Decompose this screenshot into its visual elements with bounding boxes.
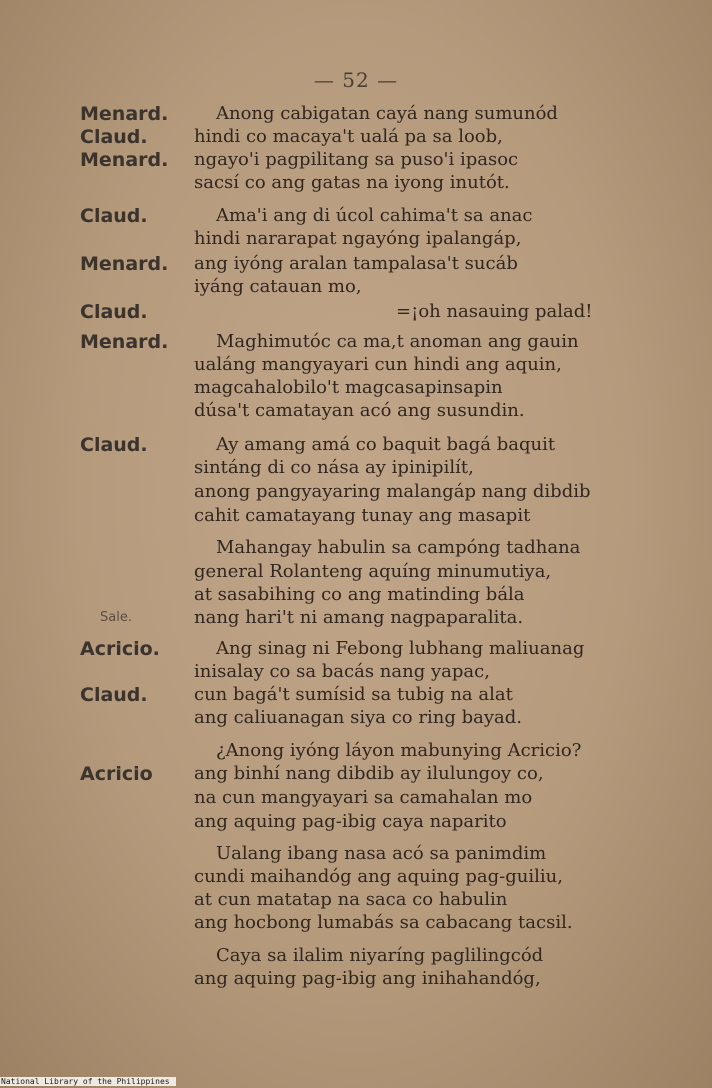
verse-line: Anong cabigatan cayá nang sumunód	[216, 103, 558, 124]
verse-line: ualáng mangyayari cun hindi ang aquin,	[194, 354, 562, 375]
verse-line: dúsa't camatayan acó ang susundin.	[194, 400, 525, 421]
speaker-label: Claud.	[80, 301, 148, 323]
verse-line: ang iyóng aralan tampalasa't sucáb	[194, 253, 518, 274]
speaker-label: Claud.	[80, 684, 148, 706]
speaker-label: Acricio.	[80, 638, 160, 660]
verse-line: iyáng catauan mo,	[194, 276, 362, 297]
verse-line: at cun matatap na saca co habulin	[194, 889, 508, 910]
verse-line: na cun mangyayari sa camahalan mo	[194, 787, 533, 808]
verse-line: ang binhí nang dibdib ay ilulungoy co,	[194, 763, 544, 784]
verse-line: ang caliuanagan siya co ring bayad.	[194, 707, 522, 728]
verse-line: Ama'i ang di úcol cahima't sa anac	[216, 205, 533, 226]
verse-line: sacsí co ang gatas na iyong inutót.	[194, 172, 510, 193]
speaker-label: Menard.	[80, 149, 169, 171]
verse-line: at sasabihing co ang matinding bála	[194, 584, 525, 605]
verse-line: ngayo'i pagpilitang sa puso'i ipasoc	[194, 149, 519, 170]
verse-line: Maghimutóc ca ma,t anoman ang gauin	[216, 331, 579, 352]
verse-line: sintáng di co nása ay ipinipilít,	[194, 457, 474, 478]
verse-line: ¿Anong iyóng láyon mabunying Acricio?	[216, 740, 582, 761]
speaker-label: Claud.	[80, 434, 148, 456]
verse-line: magcahalobilo't magcasapinsapin	[194, 377, 503, 398]
verse-line: nang hari't ni amang nagpaparalita.	[194, 607, 524, 628]
verse-line: anong pangyayaring malangáp nang dibdib	[194, 481, 591, 502]
verse-line: Ay amang amá co baquit bagá baquit	[216, 434, 556, 455]
verse-line: Mahangay habulin sa campóng tadhana	[216, 537, 581, 558]
speaker-label: Acricio	[80, 763, 153, 785]
speaker-label: Claud.	[80, 126, 148, 148]
verse-line: ang aquing pag-ibig caya naparito	[194, 811, 507, 832]
verse-line: Ualang ibang nasa acó sa panimdim	[216, 843, 547, 864]
verse-line: hindi nararapat ngayóng ipalangáp,	[194, 228, 522, 249]
verse-line: cun bagá't sumísid sa tubig na alat	[194, 684, 513, 705]
speaker-label: Menard.	[80, 253, 169, 275]
verse-line: inisalay co sa bacás nang yapac,	[194, 661, 490, 682]
speaker-label: Menard.	[80, 103, 169, 125]
verse-line: =¡oh nasauing palad!	[396, 301, 593, 322]
verse-line: cahit camatayang tunay ang masapit	[194, 505, 531, 526]
verse-line: ang hocbong lumabás sa cabacang tacsil.	[194, 912, 573, 933]
verse-line: ang aquing pag-ibig ang inihahandóg,	[194, 968, 541, 989]
speaker-label: Claud.	[80, 205, 148, 227]
verse-line: Caya sa ilalim niyaríng paglilingcód	[216, 945, 544, 966]
verse-line: general Rolanteng aquíng minumutiya,	[194, 561, 552, 582]
stage-direction: Sale.	[100, 610, 132, 625]
library-watermark: National Library of the Philippines	[0, 1077, 176, 1086]
speaker-label: Menard.	[80, 331, 169, 353]
verse-line: Ang sinag ni Febong lubhang maliuanag	[216, 638, 585, 659]
verse-line: cundi maihandóg ang aquing pag-guiliu,	[194, 866, 563, 887]
page-number: — 52 —	[313, 68, 399, 92]
verse-line: hindi co macaya't ualá pa sa loob,	[194, 126, 503, 147]
